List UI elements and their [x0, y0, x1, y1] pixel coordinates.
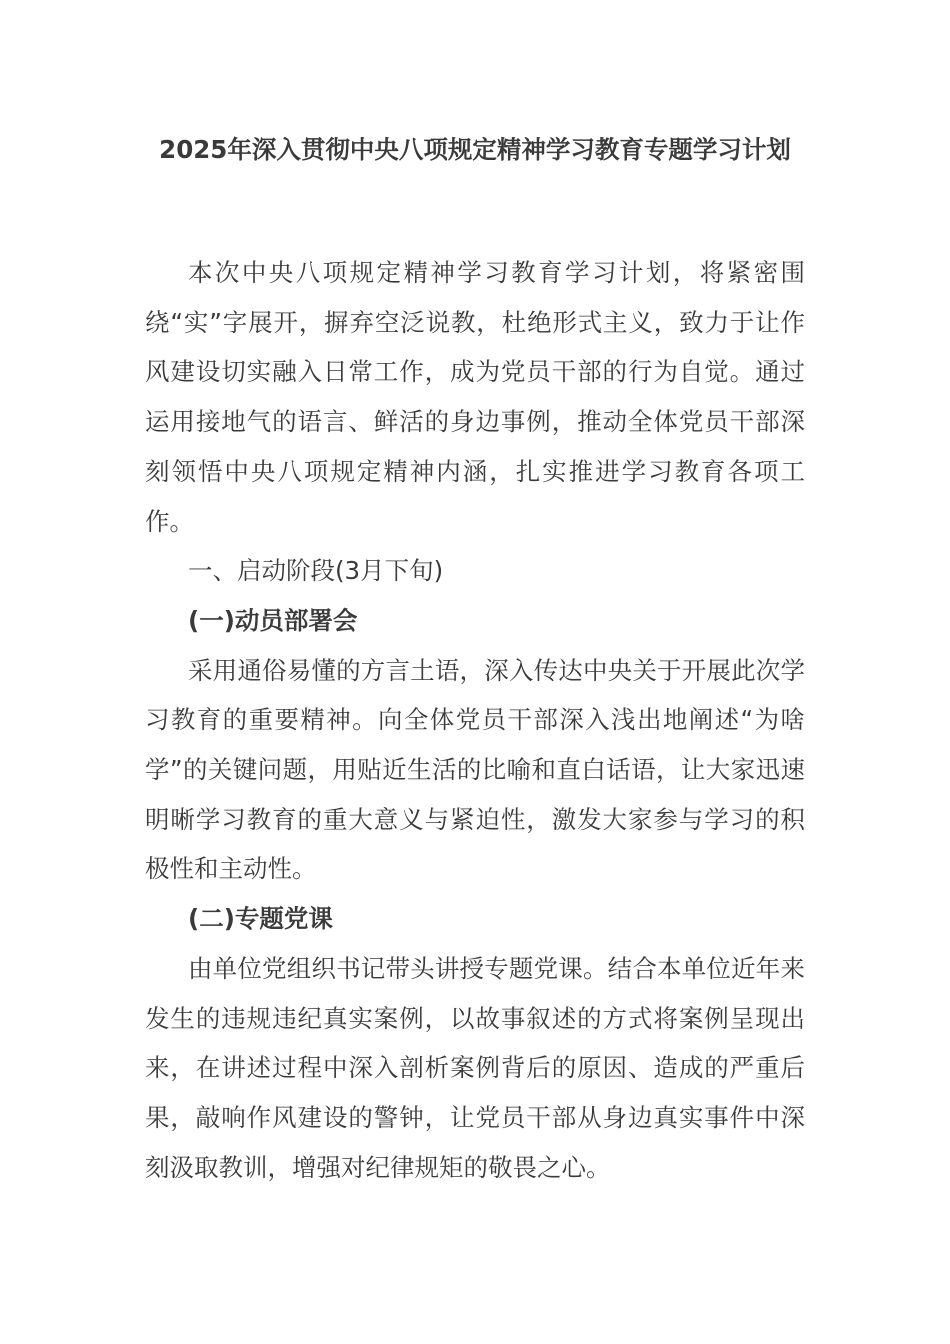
intro-paragraph: 本次中央八项规定精神学习教育学习计划，将紧密围绕“实”字展开，摒弃空泛说教，杜绝形式主义，致力于让作风建设切实融入日常工作，成为党员干部的行为自觉。通过运用接地气的语言、鲜活的身边事例，推动全体党员干部深刻领悟中央八项规定精神内涵，扎实推进学习教育各项工作。 [145, 258, 805, 536]
document-title: 2025年深入贯彻中央八项规定精神学习教育专题学习计划 [159, 135, 791, 164]
subsection-heading-mobilization-meeting: (一)动员部署会 [188, 605, 358, 635]
document-body [145, 248, 805, 1192]
subsection-heading-party-lecture: (二)专题党课 [188, 904, 333, 934]
section-heading-launch-stage: 一、启动阶段(3月下旬) [188, 556, 444, 586]
party-lecture-paragraph: 由单位党组织书记带头讲授专题党课。结合本单位近年来发生的违规违纪真实案例，以故事叙述的方式将案例呈现出来，在讲述过程中深入剖析案例背后的原因、造成的严重后果，敲响作风建设的警钟，让党员干部从身边真实事件中深刻汲取教训，增强对纪律规矩的敬畏之心。 [145, 953, 805, 1182]
mobilization-paragraph: 采用通俗易懂的方言土语，深入传达中央关于开展此次学习教育的重要精神。向全体党员干部深入浅出地阐述“为啥学”的关键问题，用贴近生活的比喻和直白话语，让大家迅速明晰学习教育的重大意义与紧迫性，激发大家参与学习的积极性和主动性。 [145, 655, 805, 884]
